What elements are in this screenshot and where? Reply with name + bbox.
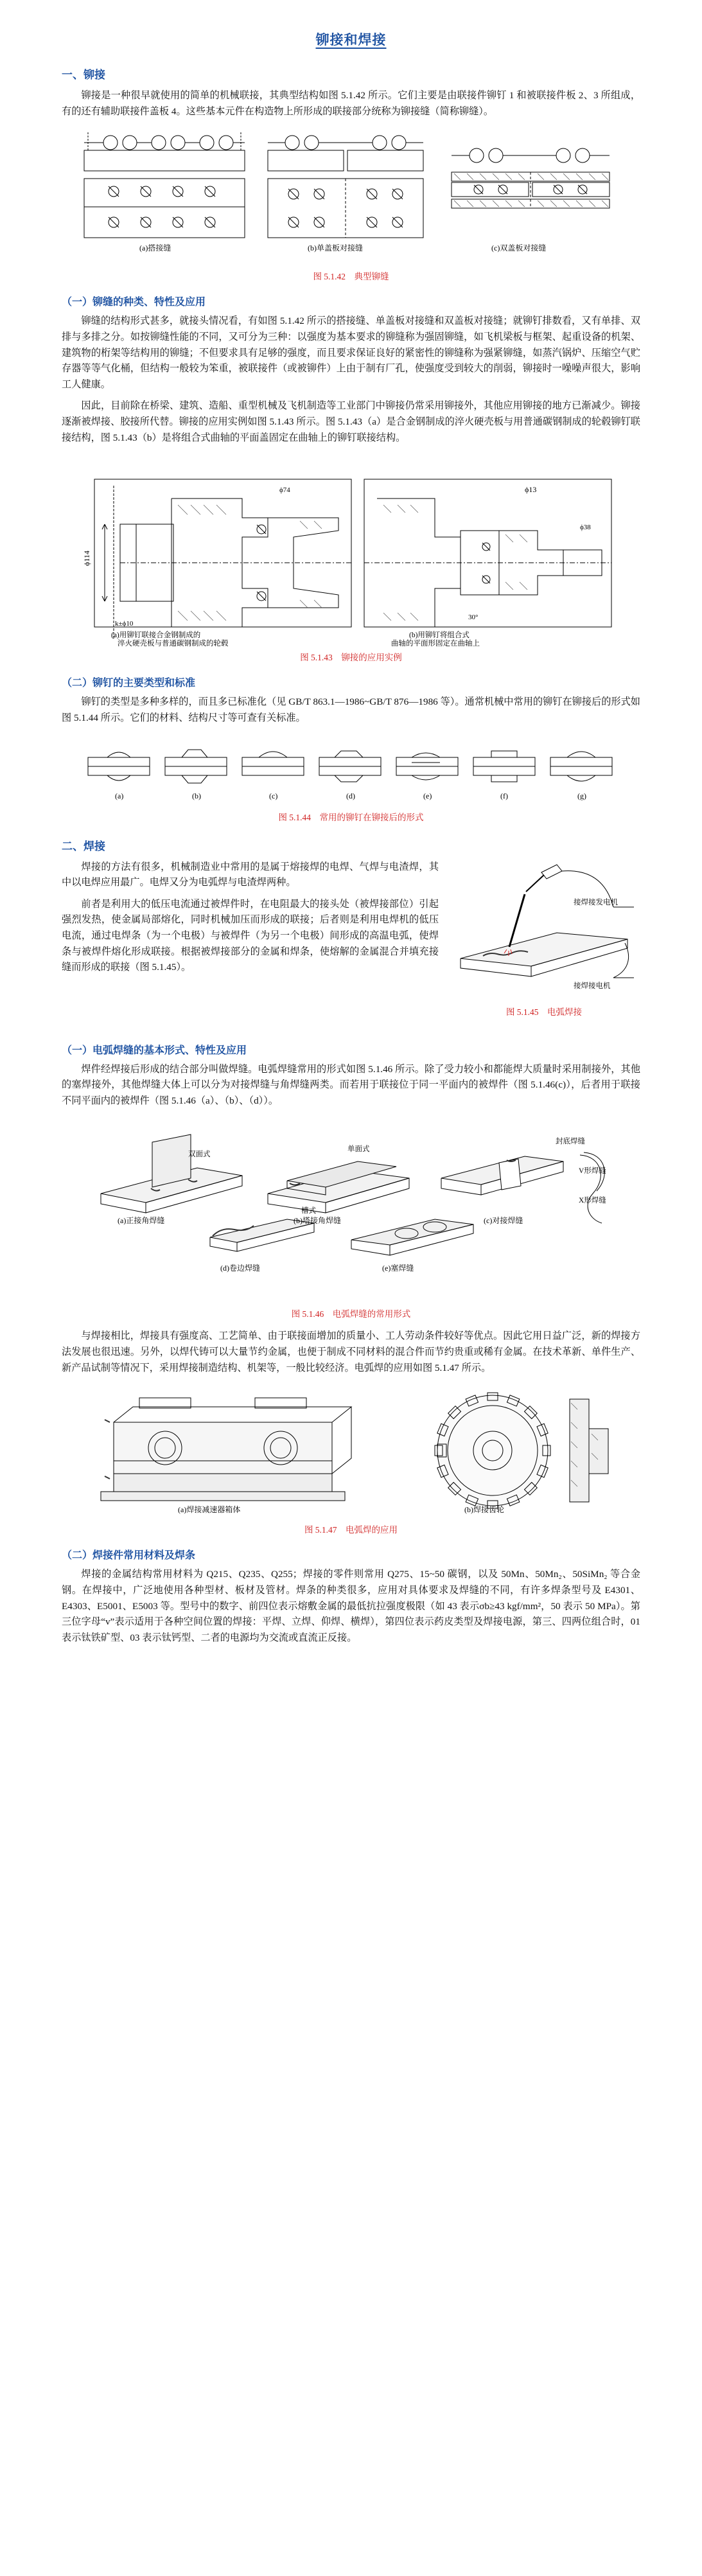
paragraph: 前者是利用大的低压电流通过被焊件时，在电阻最大的接头处（被焊接部位）引起强烈发热，使金属局部熔化，同时机械加压而形成的联接；后者则是利用电焊机的低压电流，通过电焊条（为一个电极）与被焊件（为另一个电极）间形成的高温电弧，使焊条与被焊件熔化形成联接。根据被焊接部分的金属和焊条，使熔解的金属混合并填充接缝而形成的联接（图 5.1.45）。 <box>62 898 439 973</box>
figure-sublabel: (c)双盖板对接缝 <box>491 243 546 253</box>
subsection-heading-weld-forms: （一）电弧焊缝的基本形式、特性及应用 <box>62 1045 247 1056</box>
section-heading-welding: 二、焊接 <box>62 840 105 852</box>
svg-text:淬火硬壳板与普通碳钢制成的轮毂: 淬火硬壳板与普通碳钢制成的轮毂 <box>117 640 228 647</box>
paragraph: 铆钉的类型是多种多样的，而且多已标准化（见 GB/T 863.1—1986~GB/T 876—1986 等）。通常机械中常用的铆钉在铆接后的形式如图 5.1.44 所示。它们的材料、结构尺寸等可查有关标准。 <box>62 696 640 723</box>
svg-text:k±ϕ10: k±ϕ10 <box>114 620 133 628</box>
svg-text:槽式: 槽式 <box>301 1207 316 1215</box>
paragraph: 焊接的方法有很多，机械制造业中常用的是属于熔接焊的电焊、气焊与电渣焊，其中以电焊应用最广。电焊又分为电弧焊与电渣焊两种。 <box>62 861 439 888</box>
svg-text:接焊接发电机: 接焊接发电机 <box>574 898 618 906</box>
paragraph: 焊接的金属结构常用材料为 Q215、Q235、Q255；焊接的零件则常用 Q275、15~50 碳钢，以及 50Mn、50Mn₂、50SiMn₂ 等合金钢。在焊接中，广泛地使用各种型材、板材及管材。焊条的种类很多，应用对具体要求及焊缝的不同，有许多焊条型号及 E4301、E4303、E5001、E5003 等。型号中的数字、前四位表示熔敷金属的最低抗拉强度极限（如 43 表示σb≥43 kgf/mm²，50 表示 50 MPa）。第三位字母“v”表示适用于各种空间位置的焊接：平焊、立焊、仰焊、横焊），第四位表示药皮类型及焊接电源，第三、四两位组合时，01 表示钛铁矿型、03 表示钛钙型、二者的电源均为交流或直流正反接。 <box>62 1569 640 1643</box>
figure-caption: 图 5.1.46 电弧焊缝的常用形式 <box>291 1309 411 1319</box>
svg-text:ϕ13: ϕ13 <box>524 485 536 495</box>
subsection-heading-rivet-types: （一）铆缝的种类、特性及应用 <box>62 297 206 308</box>
figure-sublabel: (a)搭接缝 <box>139 243 171 253</box>
svg-text:(b)用铆钉将组合式: (b)用铆钉将组合式 <box>408 631 469 640</box>
svg-text:(b)焊接齿轮: (b)焊接齿轮 <box>464 1505 504 1515</box>
svg-text:(c)对接焊缝: (c)对接焊缝 <box>483 1216 523 1226</box>
svg-text:封底焊缝: 封底焊缝 <box>555 1138 585 1146</box>
figure-5-1-42 <box>62 127 640 265</box>
svg-text:双面式: 双面式 <box>188 1151 210 1159</box>
page-title: 铆接和焊接 <box>315 32 387 48</box>
figure-5-1-44 <box>62 734 640 806</box>
svg-text:曲轴的平面形固定在曲轴上: 曲轴的平面形固定在曲轴上 <box>390 640 480 647</box>
figure-caption: 图 5.1.43 铆接的应用实例 <box>300 653 402 663</box>
figure-sublabel: (b)单盖板对接缝 <box>307 243 363 253</box>
paragraph: 与焊接相比，焊接具有强度高、工艺简单、由于联接面增加的质量小、工人劳动条件较好等优点。因此它用日益广泛，新的焊接方法发展也很迅速。另外，以焊代铸可以大量节约金属，也便于制成不同材料的混合件而节约贵重或稀有金属。在技术革新、单件生产、新产品试制等情况下，采用焊接制造结构、机架等，一般比较经济。电弧焊的应用如图 5.1.47 所示。 <box>62 1330 640 1373</box>
svg-text:V形焊缝: V形焊缝 <box>578 1167 606 1176</box>
svg-text:(a): (a) <box>114 791 123 800</box>
svg-text:(a)用铆钉联接合金钢制成的: (a)用铆钉联接合金钢制成的 <box>110 631 200 640</box>
svg-text:ϕ74: ϕ74 <box>279 486 290 495</box>
svg-text:(e)塞焊缝: (e)塞焊缝 <box>382 1264 414 1273</box>
subsection-heading-rivet-standards: （二）铆钉的主要类型和标准 <box>62 678 196 689</box>
figure-5-1-46 <box>62 1116 640 1303</box>
paragraph: 铆缝的结构形式甚多，就接头情况看，有如图 5.1.42 所示的搭接缝、单盖板对接缝和双盖板对接缝；就铆钉排数看，又有单排、双排与多排之分。如按铆缝性能的不同，又可分为三种：以强度为基本要求的铆缝称为强固铆缝，如飞机梁板与框架、起重设备的机架、建筑物的桁架等结构用的铆缝；不但要求具有足够的强度，而且要求保证良好的紧密性的铆缝称为强紧铆缝，如蒸汽锅炉、压缩空气贮存器等等气化桶，但结构一般较为笨重，被联接件（或被铆件）上由于制有厂孔，使强度受到较大的削弱，铆接时一噪噪声很大，影响工人健康。 <box>62 315 640 390</box>
subsection-heading-weld-materials: （二）焊接件常用材料及焊条 <box>62 1550 196 1562</box>
svg-text:接焊接电机: 接焊接电机 <box>574 982 611 990</box>
svg-text:(g): (g) <box>577 791 586 800</box>
paragraph: 铆接是一种很早就使用的简单的机械联接，其典型结构如图 5.1.42 所示。它们主要是由联接件铆钉 1 和被联接件板 2、3 所组成，有的还有辅助联接件盖板 4。这些基本元件在构造物上所形成的联接部分统称为铆接缝（简称铆缝）。 <box>62 90 640 117</box>
svg-text:ϕ114: ϕ114 <box>82 551 91 567</box>
figure-caption: 图 5.1.42 典型铆缝 <box>313 272 389 282</box>
svg-text:(c): (c) <box>268 791 277 800</box>
svg-text:(a)正接角焊缝: (a)正接角焊缝 <box>117 1216 164 1226</box>
svg-text:(b): (b) <box>191 791 201 800</box>
figure-caption: 图 5.1.45 电弧焊接 <box>505 1007 583 1017</box>
figure-5-1-45 <box>448 862 640 1027</box>
svg-text:X形焊缝: X形焊缝 <box>578 1197 606 1205</box>
svg-text:(f): (f) <box>500 791 508 800</box>
figure-5-1-43 <box>62 454 640 646</box>
svg-text:30°: 30° <box>468 613 478 622</box>
paragraph: 焊件经焊接后形成的结合部分叫做焊缝。电弧焊缝常用的形式如图 5.1.46 所示。除了受力较小和都能焊大质量时采用制接外，其他的塞焊接外，其他焊缝大体上可以分为对接焊缝与角焊缝两类。而若用于联接位于同一平面内的被焊件（图 5.1.46(c)），后者用于联接不同平面内的被焊件（图 5.1.46（a）、（b）、（d））。 <box>62 1063 640 1106</box>
svg-text:单面式: 单面式 <box>347 1145 369 1154</box>
figure-5-1-47 <box>62 1384 640 1519</box>
svg-text:ϕ38: ϕ38 <box>579 524 591 532</box>
paragraph: 因此，目前除在桥梁、建筑、造船、重型机械及飞机制造等工业部门中铆接仍常采用铆接外，其他应用铆接的地方已渐减少。铆接逐渐被焊接、胶接所代替。铆接的应用实例如图 5.1.43 所示。图 5.1.43（a）是合金钢制成的淬火硬壳板与用普通碳钢制成的轮毂铆钉联接结构，图 5.1.43（b）是将组合式曲轴的平面盖固定在曲轴上的铆钉联接结构。 <box>62 400 640 443</box>
section-heading-riveting: 一、铆接 <box>62 69 105 81</box>
figure-caption: 图 5.1.44 常用的铆钉在铆接后的形式 <box>278 812 424 822</box>
svg-text:(e): (e) <box>423 791 432 800</box>
svg-text:(b)塔接角焊缝: (b)塔接角焊缝 <box>293 1216 341 1226</box>
svg-text:(d)卷边焊缝: (d)卷边焊缝 <box>220 1264 260 1273</box>
figure-caption: 图 5.1.47 电弧焊的应用 <box>304 1525 398 1535</box>
svg-text:(a)焊接减速器箱体: (a)焊接减速器箱体 <box>177 1505 240 1515</box>
svg-text:(d): (d) <box>346 791 355 800</box>
